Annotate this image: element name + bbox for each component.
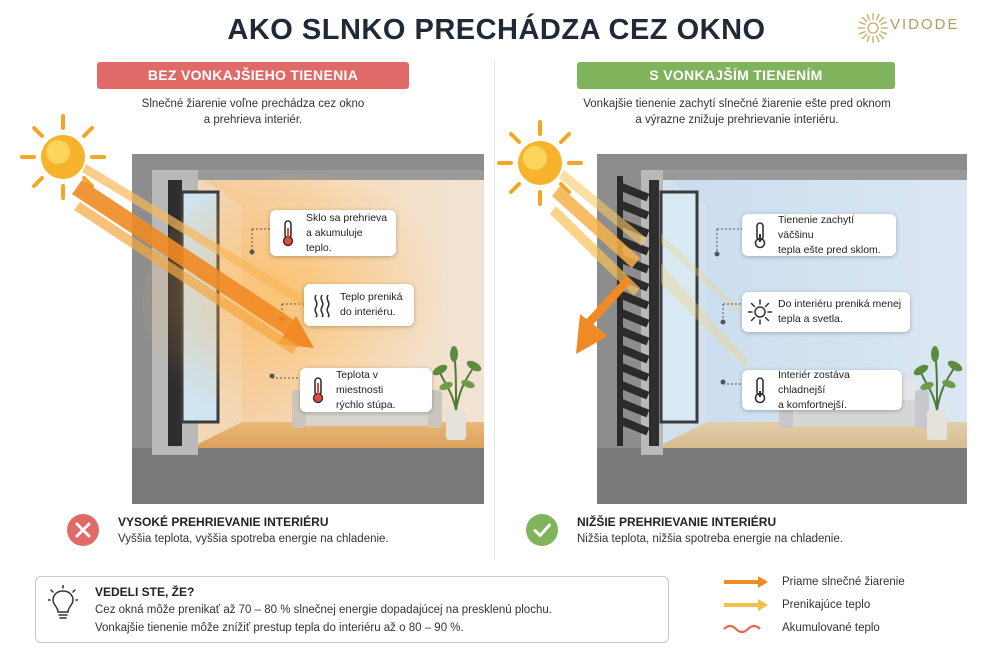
left-result-title: VYSOKÉ PREHRIEVANIE INTERIÉRU — [118, 515, 329, 529]
left-description-line-2: a prehrieva interiér. — [203, 114, 303, 126]
right-callout-1-text: Tienenie zachytí väčšinu tepla ešte pred sklom. — [778, 213, 881, 256]
sun-icon-right — [499, 122, 581, 204]
page-title: AKO SLNKO PRECHÁDZA CEZ OKNO — [227, 14, 766, 46]
legend-label-penetrating-heat: Prenikajúce teplo — [782, 599, 871, 611]
direct-sun-arrow-icon — [724, 576, 768, 588]
right-callout-1 — [742, 214, 896, 256]
heat-waves-icon — [310, 290, 334, 320]
x-circle-icon — [66, 513, 100, 547]
right-callout-2-text: Do interiéru preniká menej tepla a svetla. — [778, 298, 902, 325]
accumulated-heat-wave-icon — [724, 626, 760, 632]
left-result — [118, 515, 389, 545]
left-callout-1-text: Sklo sa prehrieva a akumuluje teplo. — [306, 211, 388, 254]
right-description-line-1: Vonkajšie tienenie zachytí slnečné žiarenie ešte pred oknom — [583, 98, 891, 110]
right-callout-2 — [742, 292, 910, 332]
lightbulb-icon — [48, 585, 78, 625]
thermometer-icon — [748, 220, 772, 250]
left-callout-3-text: Teplota v miestnosti rýchlo stúpa. — [336, 368, 396, 411]
left-callout-2 — [304, 284, 414, 326]
logo-text: VIDODE — [890, 16, 960, 33]
left-callout-1 — [270, 210, 396, 256]
left-result-text: Vyššia teplota, vyššia spotreba energie na chladenie. — [118, 533, 389, 545]
check-circle-icon — [525, 513, 559, 547]
left-callout-3 — [300, 368, 432, 412]
info-title: VEDELI STE, ŽE? — [95, 585, 195, 599]
right-result-title: NIŽŠIE PREHRIEVANIE INTERIÉRU — [577, 515, 777, 529]
right-description-line-2: a výrazne znižuje prehrievanie interiéru. — [635, 114, 839, 126]
right-sun-rays — [490, 118, 680, 368]
penetrating-heat-arrow-icon — [724, 599, 768, 611]
left-panel-header: BEZ VONKAJŠIEHO TIENENIA — [97, 62, 409, 89]
legend-label-direct-sun: Priame slnečné žiarenie — [782, 576, 905, 588]
left-callout-2-text: Teplo preniká do interiéru. — [340, 291, 403, 318]
sun-icon-left — [22, 116, 104, 198]
info-line-2: Vonkajšie tienenie môže znížiť prestup tepla do interiéru až o 80 – 90 %. — [95, 622, 464, 634]
right-callout-3-text: Interiér zostáva chladnejší a komfortnejší. — [778, 368, 850, 411]
logo-sunburst-icon — [857, 12, 889, 44]
direct-sun-arrows-left — [72, 164, 314, 354]
right-callout-3 — [742, 370, 902, 410]
thermometer-icon — [748, 375, 772, 405]
right-panel-header: S VONKAJŠÍM TIENENÍM — [577, 62, 895, 89]
right-result — [577, 515, 843, 545]
legend-label-accumulated-heat: Akumulované teplo — [782, 622, 880, 634]
info-line-1: Cez okná môže prenikať až 70 – 80 % slnečnej energie dopadajúcej na presklenú plochu. — [95, 604, 552, 616]
left-description-line-1: Slnečné žiarenie voľne prechádza cez okno — [141, 98, 365, 110]
legend-icons — [722, 575, 772, 635]
sun-outline-icon — [748, 297, 772, 327]
right-result-text: Nižšia teplota, nižšia spotreba energie na chladenie. — [577, 533, 843, 545]
thermometer-icon — [276, 218, 300, 248]
thermometer-icon — [306, 375, 330, 405]
reflected-heat-arrow — [576, 276, 632, 354]
